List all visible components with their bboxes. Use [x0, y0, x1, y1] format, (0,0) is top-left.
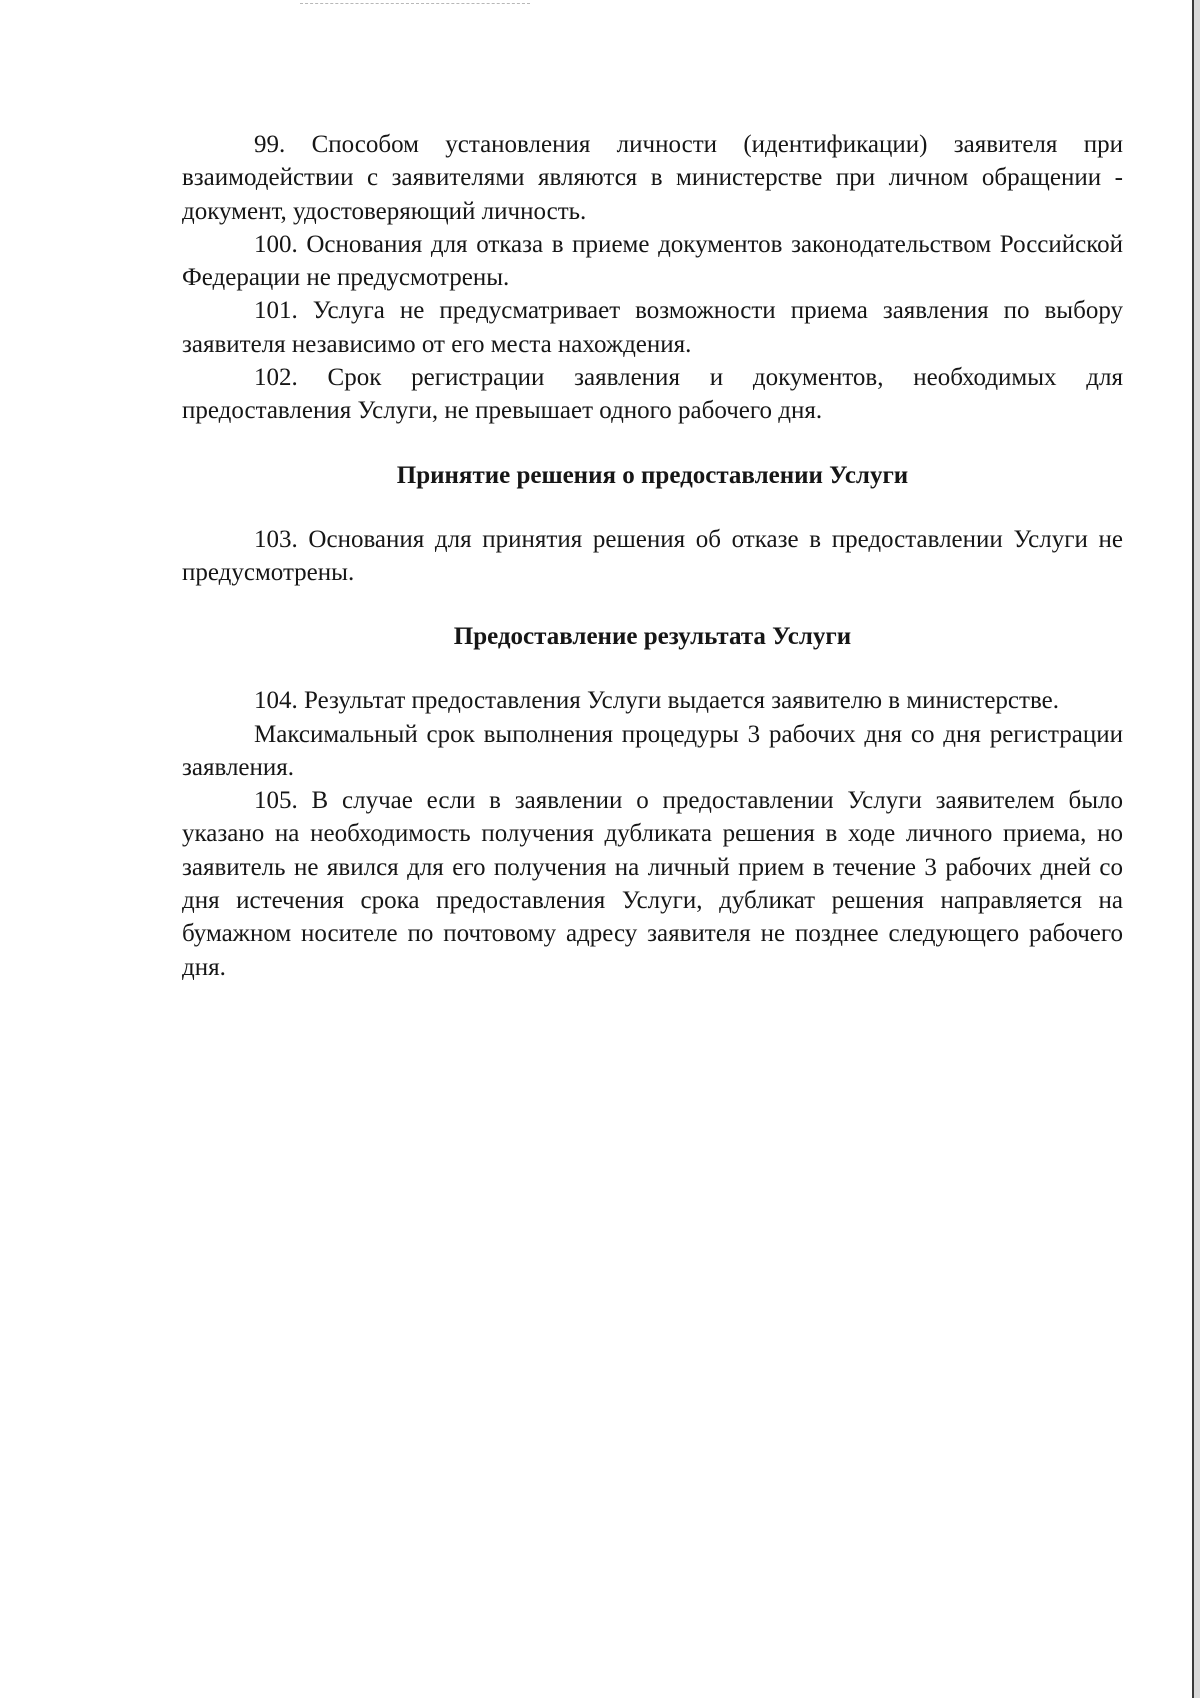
paragraph-100: 100. Основания для отказа в приеме документов законодательством Российской Федерации не предусмотрены. — [182, 230, 1123, 292]
scan-page-edge — [1192, 0, 1200, 1698]
section-heading-result: Предоставление результата Услуги — [453, 623, 852, 651]
paragraph-101: 101. Услуга не предусматривает возможности приема заявления по выбору заявителя независимо от его места нахождения. — [182, 297, 1123, 358]
paragraph-105: 105. В случае если в заявлении о предоставлении Услуги заявителем было указано на необходимость получения дубликата решения в ходе личного приема, но заявитель не явился для его получения на личный прием в течение 3 рабочих дней со дня истечения срока предоставления Услуги, дубликат решения направляется на бумажном носителе по почтовому адресу заявителя не позднее следующего рабочего дня. — [182, 787, 1123, 981]
paragraph-103: 103. Основания для принятия решения об отказе в предоставлении Услуги не предусмотрены. — [182, 525, 1123, 586]
paragraph-max-term: Максимальный срок выполнения процедуры 3 рабочих дня со дня регистрации заявления. — [182, 720, 1123, 781]
paragraph-99: 99. Способом установления личности (идентификации) заявителя при взаимодействии с заявителями являются в министерстве при личном обращении - документ, удостоверяющий личность. — [182, 131, 1123, 225]
document-body — [182, 128, 1123, 984]
section-heading-decision: Принятие решения о предоставлении Услуги — [396, 461, 909, 489]
scan-artifact-line — [300, 3, 530, 4]
paragraph-102: 102. Срок регистрации заявления и документов, необходимых для предоставления Услуги, не превышает одного рабочего дня. — [182, 364, 1123, 425]
paragraph-104: 104. Результат предоставления Услуги выдается заявителю в министерстве. — [254, 687, 1059, 715]
